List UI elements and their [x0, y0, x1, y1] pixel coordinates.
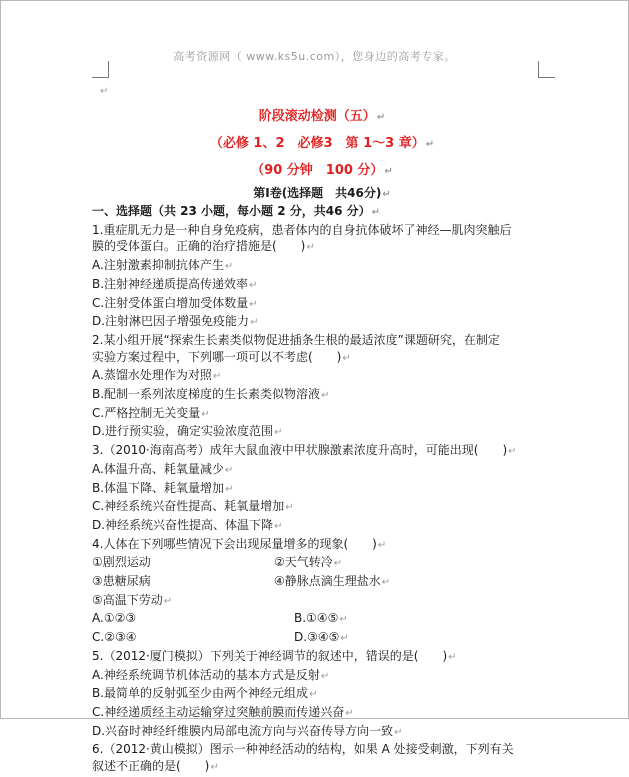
question-2-option-c: C.严格控制无关变量↵ — [92, 405, 210, 420]
document-subtitle: （必修 1、2 必修3 第 1～3 章）↵ — [209, 136, 435, 151]
question-4-item-2: ②天气转冷↵ — [274, 555, 343, 570]
question-2-stem-cont: 实验方案过程中，下列哪一项可以不考虑( )↵ — [92, 349, 351, 364]
question-4-item-3: ③患糖尿病 — [92, 574, 151, 589]
question-4-options-row-2 — [92, 629, 552, 648]
question-3-option-b: B.体温下降、耗氧量增加↵ — [92, 480, 234, 495]
question-1-option-c: C.注射受体蛋白增加受体数量↵ — [92, 295, 258, 310]
question-6-stem-cont: 叙述不正确的是( )↵ — [92, 759, 219, 774]
question-3-option-a: A.体温升高、耗氧量减少↵ — [92, 461, 234, 476]
margin-corner-left — [92, 61, 109, 78]
question-1-stem-cont: 膜的受体蛋白。正确的治疗措施是( )↵ — [92, 239, 315, 254]
question-2-option-d: D.进行预实验，确定实验浓度范围↵ — [92, 424, 283, 439]
question-4-item-1: ①剧烈运动 — [92, 555, 151, 570]
question-3-option-c: C.神经系统兴奋性提高、耗氧量增加↵ — [92, 499, 294, 514]
question-4-item-4: ④静脉点滴生理盐水↵ — [274, 574, 391, 589]
question-3-stem: 3.（2010·海南高考）成年大鼠血液中甲状腺激素浓度升高时，可能出现( )↵ — [92, 443, 517, 458]
question-2-option-b: B.配制一系列浓度梯度的生长素类似物溶液↵ — [92, 387, 330, 402]
question-1-option-a: A.注射激素抑制抗体产生↵ — [92, 258, 234, 273]
question-5-option-a: A.神经系统调节机体活动的基本方式是反射↵ — [92, 667, 330, 682]
section-heading: 一、选择题（共 23 小题，每小题 2 分，共46 分）↵ — [92, 204, 381, 218]
question-3-option-d: D.神经系统兴奋性提高、体温下降↵ — [92, 517, 283, 532]
question-4-option-c: C.②③④ — [92, 630, 137, 645]
question-4-items-row-1 — [92, 554, 552, 573]
question-4-item-5: ⑤高温下劳动↵ — [92, 592, 173, 607]
question-4-option-d: D.③④⑤↵ — [294, 630, 349, 645]
document-body[interactable] — [92, 104, 552, 777]
question-4-option-a: A.①②③ — [92, 611, 137, 626]
question-1-stem: 1.重症肌无力是一种自身免疫病，患者体内的自身抗体破坏了神经—肌肉突触后 — [92, 222, 512, 237]
question-6-stem: 6.（2012·黄山模拟）图示一种神经活动的结构，如果 A 处接受刺激，下列有关 — [92, 742, 514, 757]
page-header: 高考资源网（ www.ks5u.com），您身边的高考专家。 — [173, 50, 456, 63]
question-4-items-row-2 — [92, 573, 552, 592]
question-1-option-b: B.注射神经递质提高传递效率↵ — [92, 276, 258, 291]
question-5-option-b: B.最简单的反射弧至少由两个神经元组成↵ — [92, 686, 318, 701]
volume-title: 第Ⅰ卷(选择题 共46分)↵ — [253, 186, 391, 200]
margin-corner-right — [538, 61, 555, 78]
document-title: 阶段滚动检测（五）↵ — [258, 109, 386, 124]
question-5-option-d: D.兴奋时神经纤维膜内局部电流方向与兴奋传导方向一致↵ — [92, 723, 403, 738]
question-2-option-a: A.蒸馏水处理作为对照↵ — [92, 368, 222, 383]
question-4-option-b: B.①④⑤↵ — [294, 611, 348, 626]
time-score: （90 分钟 100 分）↵ — [251, 163, 393, 178]
paragraph-mark: ↵ — [100, 86, 109, 97]
question-4-options-row-1 — [92, 610, 552, 629]
question-5-option-c: C.神经递质经主动运输穿过突触前膜而传递兴奋↵ — [92, 704, 354, 719]
question-1-option-d: D.注射淋巴因子增强免疫能力↵ — [92, 314, 259, 329]
question-5-stem: 5.（2012·厦门模拟）下列关于神经调节的叙述中，错误的是( )↵ — [92, 648, 457, 663]
question-2-stem: 2.某小组开展“探索生长素类似物促进插条生根的最适浓度”课题研究，在制定 — [92, 332, 500, 347]
question-4-stem: 4.人体在下列哪些情况下会出现尿量增多的现象( )↵ — [92, 536, 387, 551]
